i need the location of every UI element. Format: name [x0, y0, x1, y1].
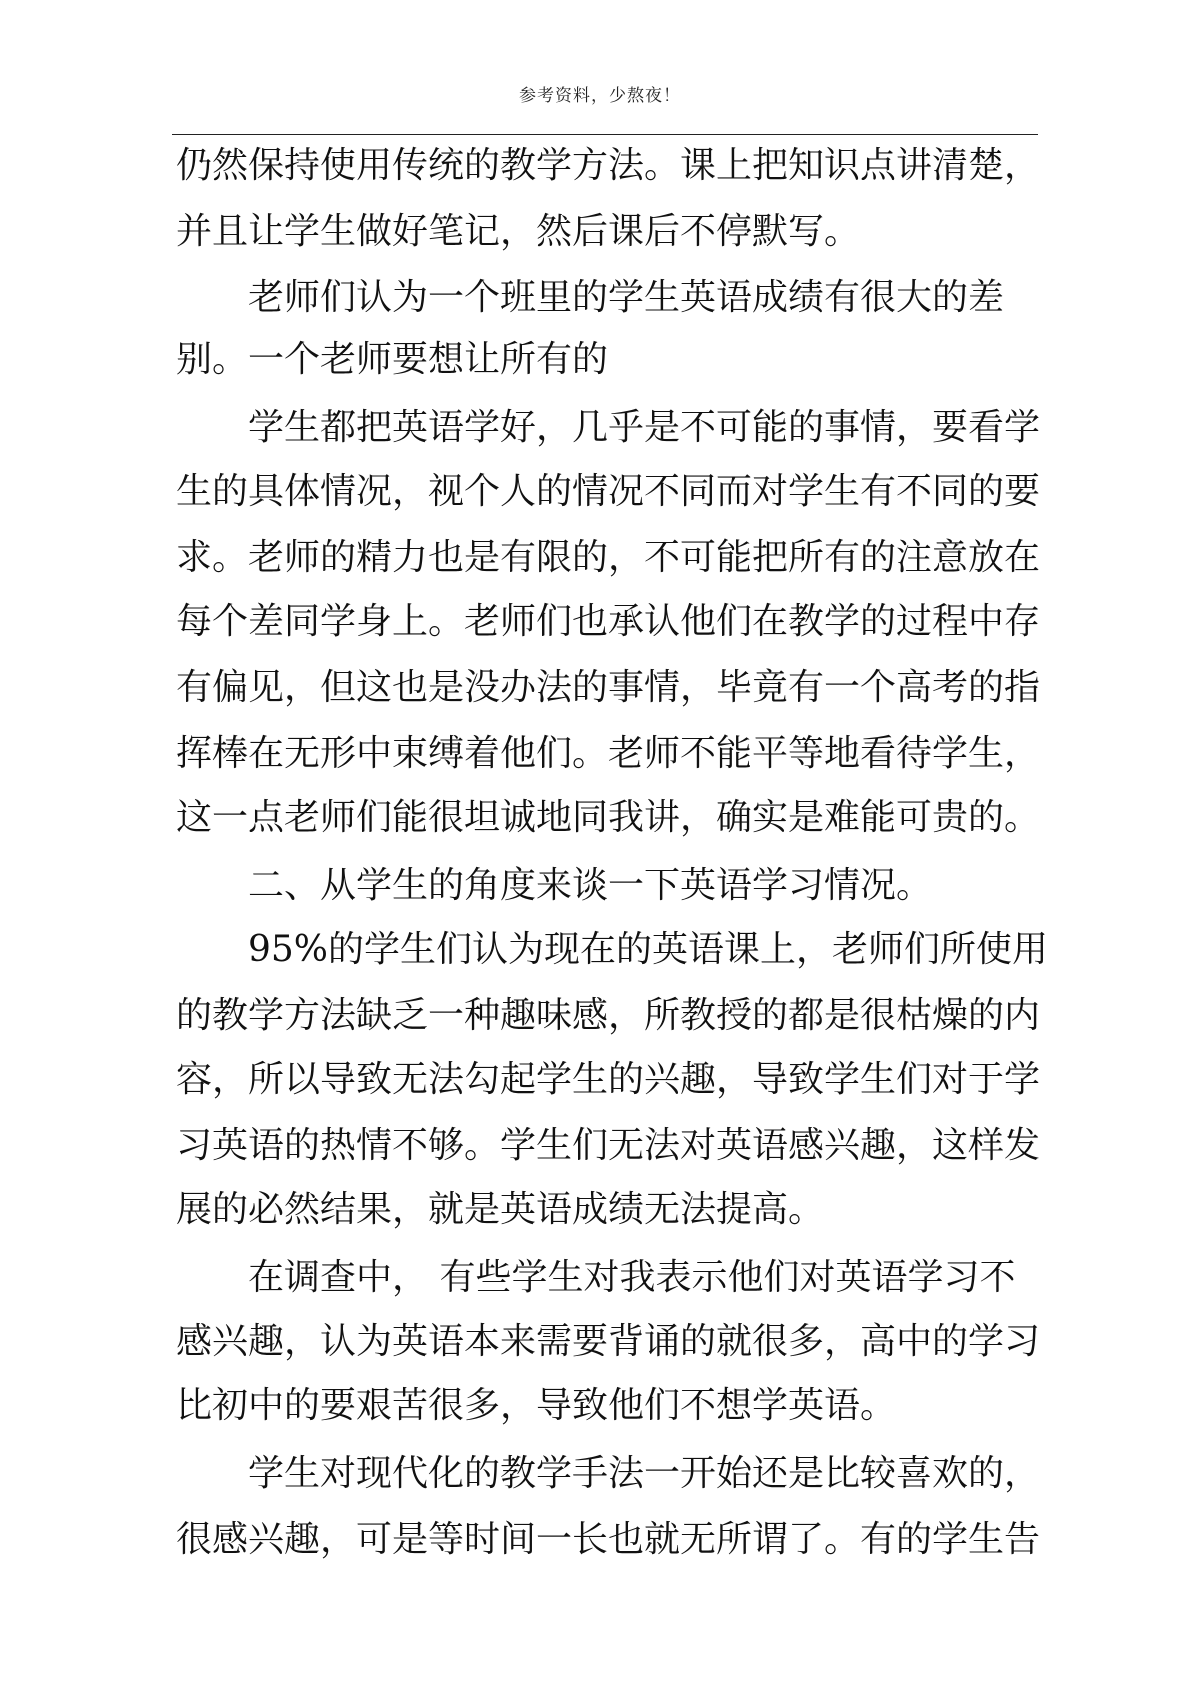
text-line: 习英语的热情不够。学生们无法对英语感兴趣，这样发 [176, 1125, 1041, 1166]
text-line: 每个差同学身上。老师们也承认他们在教学的过程中存 [176, 601, 1041, 642]
text-line: 在调查中， 有些学生对我表示他们对英语学习不 [248, 1257, 1016, 1298]
text-line: 生的具体情况，视个人的情况不同而对学生有不同的要 [176, 471, 1041, 512]
text-line: 展的必然结果，就是英语成绩无法提高。 [176, 1189, 825, 1230]
text-line: 仍然保持使用传统的教学方法。课上把知识点讲清楚， [176, 145, 1041, 186]
text-line: 有偏见，但这也是没办法的事情，毕竟有一个高考的指 [176, 667, 1041, 708]
text-line: 的教学方法缺乏一种趣味感，所教授的都是很枯燥的内 [176, 995, 1041, 1036]
text-line: 95%的学生们认为现在的英语课上，老师们所使用 [248, 929, 1049, 970]
text-line: 容，所以导致无法勾起学生的兴趣，导致学生们对于学 [176, 1059, 1041, 1100]
text-line: 求。老师的精力也是有限的，不可能把所有的注意放在 [176, 537, 1041, 578]
text-line: 这一点老师们能很坦诚地同我讲，确实是难能可贵的。 [176, 797, 1041, 838]
text-line: 并且让学生做好笔记，然后课后不停默写。 [176, 211, 861, 252]
page-header: 参考资料，少熬夜！ [519, 86, 681, 106]
text-line: 二、从学生的角度来谈一下英语学习情况。 [248, 865, 933, 906]
text-line: 很感兴趣，可是等时间一长也就无所谓了。有的学生告 [176, 1519, 1041, 1560]
text-line: 别。一个老师要想让所有的 [176, 339, 609, 380]
text-line: 比初中的要艰苦很多，导致他们不想学英语。 [176, 1385, 897, 1426]
text-line: 学生对现代化的教学手法一开始还是比较喜欢的， [248, 1453, 1041, 1494]
header-divider [172, 134, 1038, 135]
text-line: 学生都把英语学好，几乎是不可能的事情，要看学 [248, 407, 1041, 448]
text-line: 感兴趣，认为英语本来需要背诵的就很多，高中的学习 [176, 1321, 1041, 1362]
text-line: 挥棒在无形中束缚着他们。老师不能平等地看待学生， [176, 733, 1041, 774]
text-line: 老师们认为一个班里的学生英语成绩有很大的差 [248, 277, 1005, 318]
